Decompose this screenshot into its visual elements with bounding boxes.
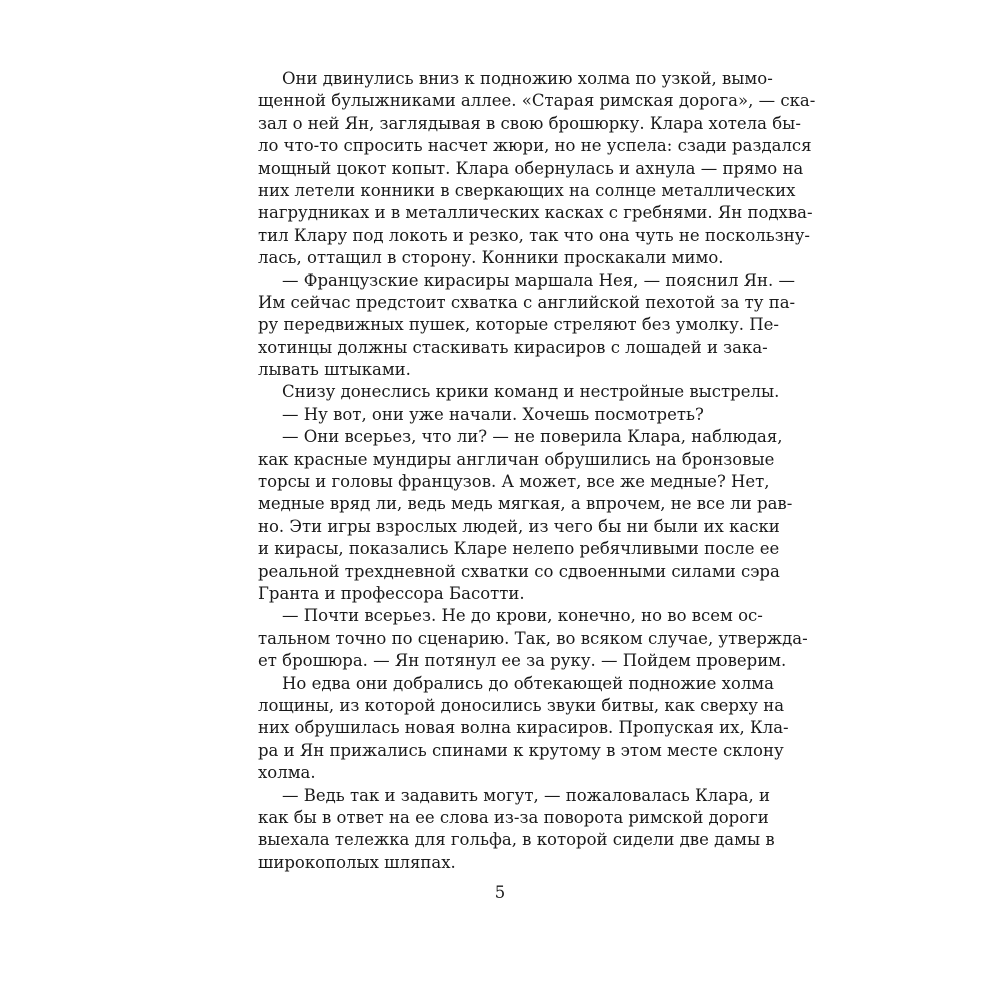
body-text — [258, 68, 816, 874]
text-line: как бы в ответ на ее слова из-за поворота римской дороги — [258, 807, 769, 827]
text-line: торсы и головы французов. А может, все же медные? Нет, — [258, 472, 770, 492]
text-line: ет брошюра. — Ян потянул ее за руку. — Пойдем проверим. — [258, 651, 787, 671]
text-line: ло что-то спросить насчет жюри, но не успела: сзади раздался — [258, 136, 812, 156]
text-line: реальной трехдневной схватки со сдвоенными силами сэра — [258, 561, 780, 581]
text-line: нагрудниках и в металлических касках с гребнями. Ян подхва- — [258, 203, 813, 223]
text-line: лась, оттащил в сторону. Конники проскакали мимо. — [258, 248, 724, 268]
text-line: но. Эти игры взрослых людей, из чего бы ни были их каски — [258, 516, 780, 536]
text-line: них обрушилась новая волна кирасиров. Пропуская их, Кла- — [258, 718, 789, 738]
text-line: ра и Ян прижались спинами к крутому в этом месте склону — [258, 740, 784, 760]
paragraph-first-line: Они двинулись вниз к подножию холма по узкой, вымо- — [282, 69, 773, 88]
text-line: щенной булыжниками аллее. «Старая римская дорога», — ска- — [258, 91, 816, 111]
text-line: зал о ней Ян, заглядывая в свою брошюрку. Клара хотела бы- — [258, 113, 801, 133]
paragraph-first-line: Снизу донеслись крики команд и нестройные выстрелы. — [282, 382, 780, 402]
text-line: как красные мундиры англичан обрушились на бронзовые — [258, 449, 775, 469]
paragraph-first-line: — Ведь так и задавить могут, — пожаловалась Клара, и — [282, 785, 770, 805]
text-line: и кирасы, показались Кларе нелепо ребячливыми после ее — [258, 539, 780, 559]
text-line: лощины, из которой доносились звуки битвы, как сверху на — [258, 695, 785, 715]
text-line: широкополых шляпах. — [258, 852, 456, 872]
paragraph-first-line: — Французские кирасиры маршала Нея, — пояснил Ян. — — [282, 270, 795, 290]
text-line: лывать штыками. — [258, 360, 411, 380]
text-line: мощный цокот копыт. Клара обернулась и ахнула — прямо на — [258, 158, 804, 178]
text-line: хотинцы должны стаскивать кирасиров с лошадей и зака- — [258, 337, 768, 357]
text-line: тил Клару под локоть и резко, так что она чуть не поскользну- — [258, 225, 811, 245]
page-number: 5 — [494, 883, 506, 902]
paragraph-first-line: — Они всерьез, что ли? — не поверила Клара, наблюдая, — [282, 427, 783, 447]
paragraph-first-line: — Почти всерьез. Не до крови, конечно, но во всем ос- — [282, 606, 763, 626]
text-line: Гранта и профессора Басотти. — [258, 583, 525, 603]
text-line: холма. — [258, 763, 316, 783]
text-line: тальном точно по сценарию. Так, во всяком случае, утвержда- — [258, 628, 808, 648]
paragraph-first-line: — Ну вот, они уже начали. Хочешь посмотреть? — [282, 404, 704, 424]
text-line: Им сейчас предстоит схватка с английской пехотой за ту па- — [258, 292, 796, 312]
paragraph-first-line: Но едва они добрались до обтекающей подножие холма — [282, 673, 774, 693]
text-line: ру передвижных пушек, которые стреляют без умолку. Пе- — [258, 315, 779, 335]
text-line: них летели конники в сверкающих на солнце металлических — [258, 180, 796, 200]
text-line: выехала тележка для гольфа, в которой сидели две дамы в — [258, 830, 775, 850]
text-line: медные вряд ли, ведь медь мягкая, а впрочем, не все ли рав- — [258, 494, 793, 514]
